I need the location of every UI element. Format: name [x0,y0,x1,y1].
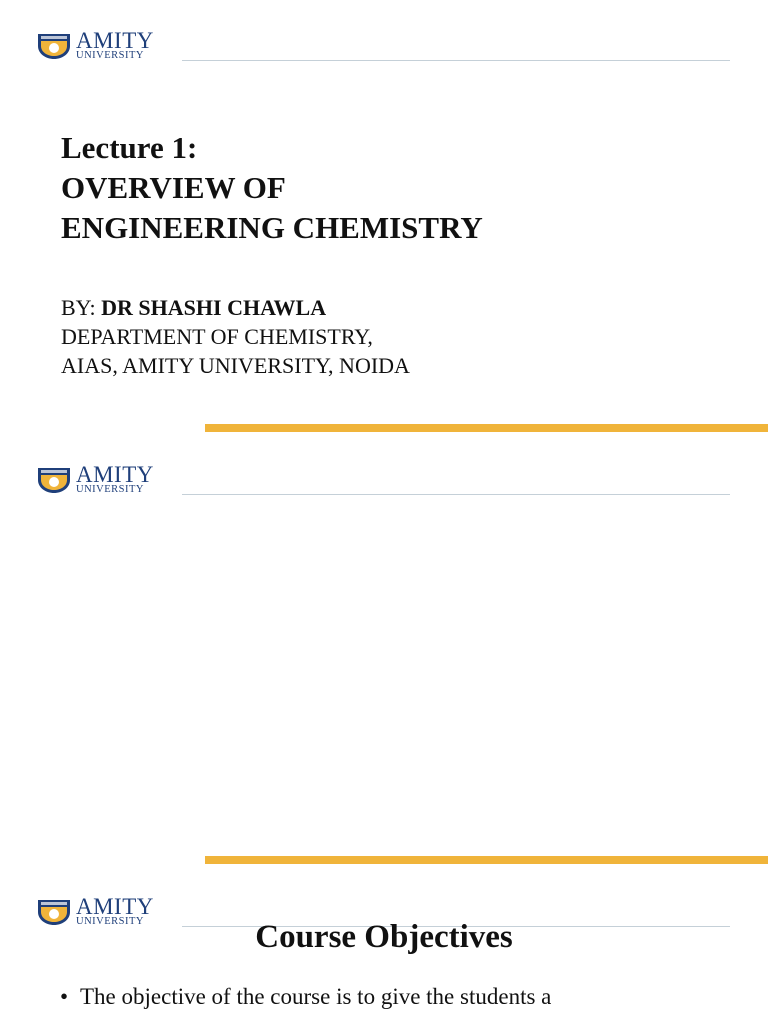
author-name: DR SHASHI CHAWLA [101,295,327,320]
slide-1 [0,0,768,432]
author-block [61,293,410,380]
header-divider [182,60,730,61]
bullet-icon: • [60,984,69,1009]
lecture-title [61,128,483,248]
by-label: BY: [61,295,96,320]
institution: AIAS, AMITY UNIVERSITY, NOIDA [61,353,410,378]
title-line-1: Lecture 1: [61,130,198,165]
brand-name: AMITY [76,462,154,487]
course-objectives-heading: Course Objectives [255,919,513,955]
brand-name: AMITY [76,28,154,53]
amity-shield-icon [36,466,72,494]
amity-logo [36,30,176,64]
gold-footer-bar [205,856,768,864]
amity-logo [36,464,176,498]
objective-text: The objective of the course is to give the students a [80,984,552,1009]
title-line-2: OVERVIEW OF [61,170,286,205]
brand-subtitle: UNIVERSITY [76,916,144,927]
brand-subtitle: UNIVERSITY [76,484,144,495]
gold-footer-bar [205,424,768,432]
brand-name: AMITY [76,894,154,919]
slide-2 [0,434,768,866]
brand-subtitle: UNIVERSITY [76,50,144,61]
amity-shield-icon [36,32,72,60]
department: DEPARTMENT OF CHEMISTRY, [61,324,373,349]
title-line-3: ENGINEERING CHEMISTRY [61,210,483,245]
objective-bullet [60,983,710,1011]
slide-3 [0,868,768,1024]
header-divider [182,494,730,495]
